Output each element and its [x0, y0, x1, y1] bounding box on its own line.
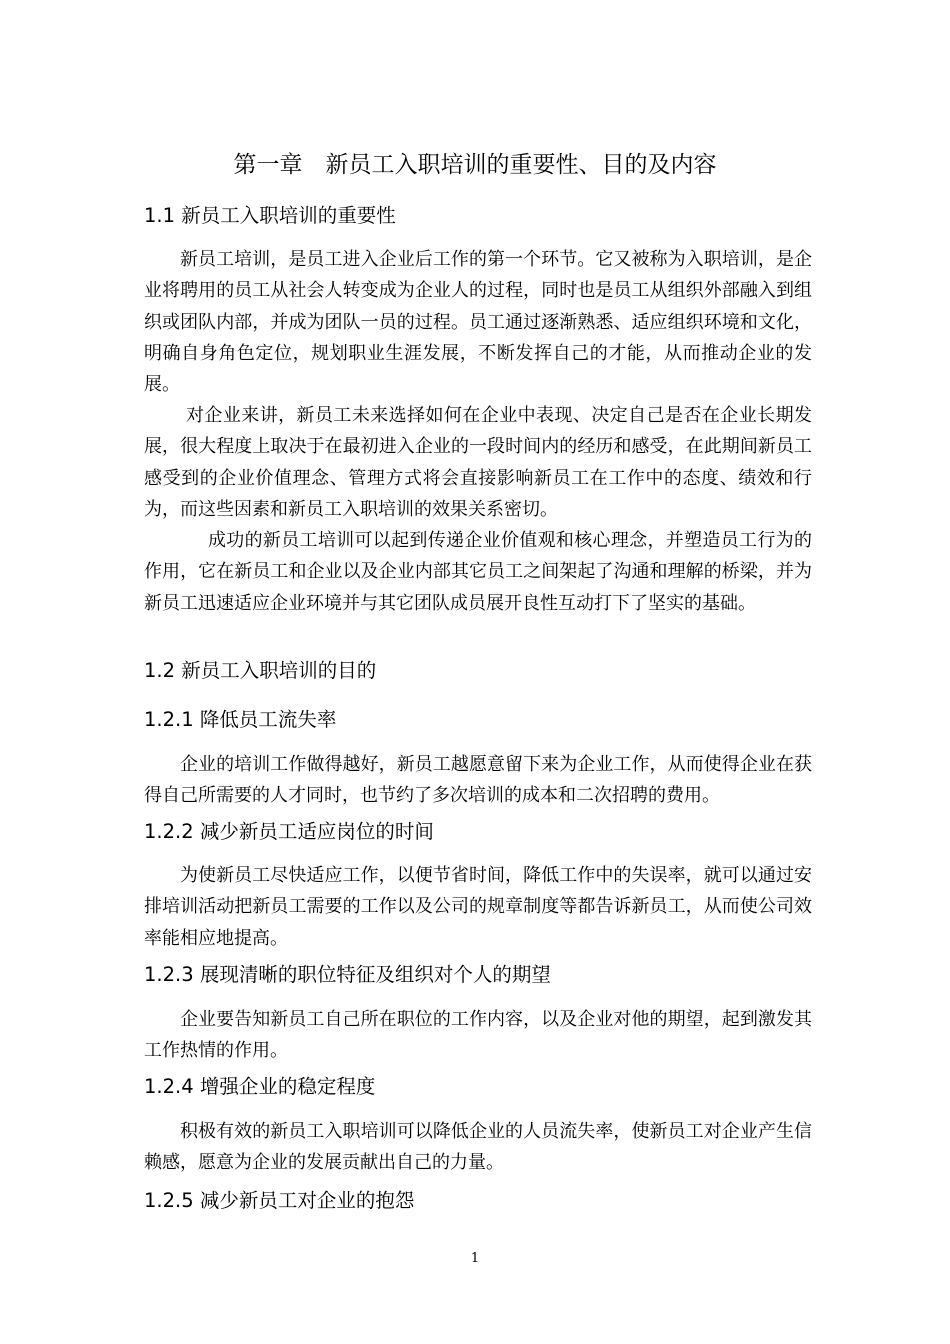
- chapter-title: 第一章 新员工入职培训的重要性、目的及内容: [233, 152, 717, 178]
- paragraph-1-2-1: 企业的培训工作做得越好，新员工越愿意留下来为企业工作，从而使得企业在获得自己所需要的人才同时，也节约了多次培训的成本和二次招聘的费用。: [144, 754, 812, 807]
- subsection-heading-1-2-4: 1.2.4 增强企业的稳定程度: [144, 1075, 376, 1098]
- subsection-heading-1-2-1: 1.2.1 降低员工流失率: [144, 708, 337, 731]
- paragraph-1-1-3: 成功的新员工培训可以起到传递企业价值观和核心理念，并塑造员工行为的作用，它在新员工和企业以及企业内部其它员工之间架起了沟通和理解的桥梁，并为新员工迅速适应企业环境并与其它团队成员展开良性互动打下了坚实的基础。: [144, 530, 812, 614]
- subsection-heading-1-2-2: 1.2.2 减少新员工适应岗位的时间: [144, 820, 434, 843]
- section-heading-1-1: 1.1 新员工入职培训的重要性: [144, 204, 396, 227]
- paragraph-1-2-4: 积极有效的新员工入职培训可以降低企业的人员流失率，使新员工对企业产生信赖感，愿意为企业的发展贡献出自己的力量。: [144, 1121, 812, 1174]
- paragraph-1-2-2: 为使新员工尽快适应工作，以便节省时间，降低工作中的失误率，就可以通过安排培训活动把新员工需要的工作以及公司的规章制度等都告诉新员工，从而使公司效率能相应地提高。: [144, 865, 812, 949]
- subsection-heading-1-2-5: 1.2.5 减少新员工对企业的抱怨: [144, 1189, 415, 1212]
- paragraph-1-1-2: 对企业来讲，新员工未来选择如何在企业中表现、决定自己是否在企业长期发展，很大程度上取决于在最初进入企业的一段时间内的经历和感受，在此期间新员工感受到的企业价值理念、管理方式将会直接影响新员工在工作中的态度、绩效和行为，而这些因素和新员工入职培训的效果关系密切。: [144, 405, 812, 520]
- paragraph-1-1-1: 新员工培训，是员工进入企业后工作的第一个环节。它又被称为入职培训，是企业将聘用的员工从社会人转变成为企业人的过程，同时也是员工从组织外部融入到组织或团队内部，并成为团队一员的过程。员工通过逐渐熟悉、适应组织环境和文化，明确自身角色定位，规划职业生涯发展，不断发挥自己的才能，从而推动企业的发展。: [144, 249, 812, 396]
- section-heading-1-2: 1.2 新员工入职培训的目的: [144, 659, 377, 682]
- paragraph-1-2-3: 企业要告知新员工自己所在职位的工作内容，以及企业对他的期望，起到激发其工作热情的作用。: [144, 1009, 812, 1062]
- subsection-heading-1-2-3: 1.2.3 展现清晰的职位特征及组织对个人的期望: [144, 963, 551, 986]
- page-number: 1: [470, 1251, 480, 1266]
